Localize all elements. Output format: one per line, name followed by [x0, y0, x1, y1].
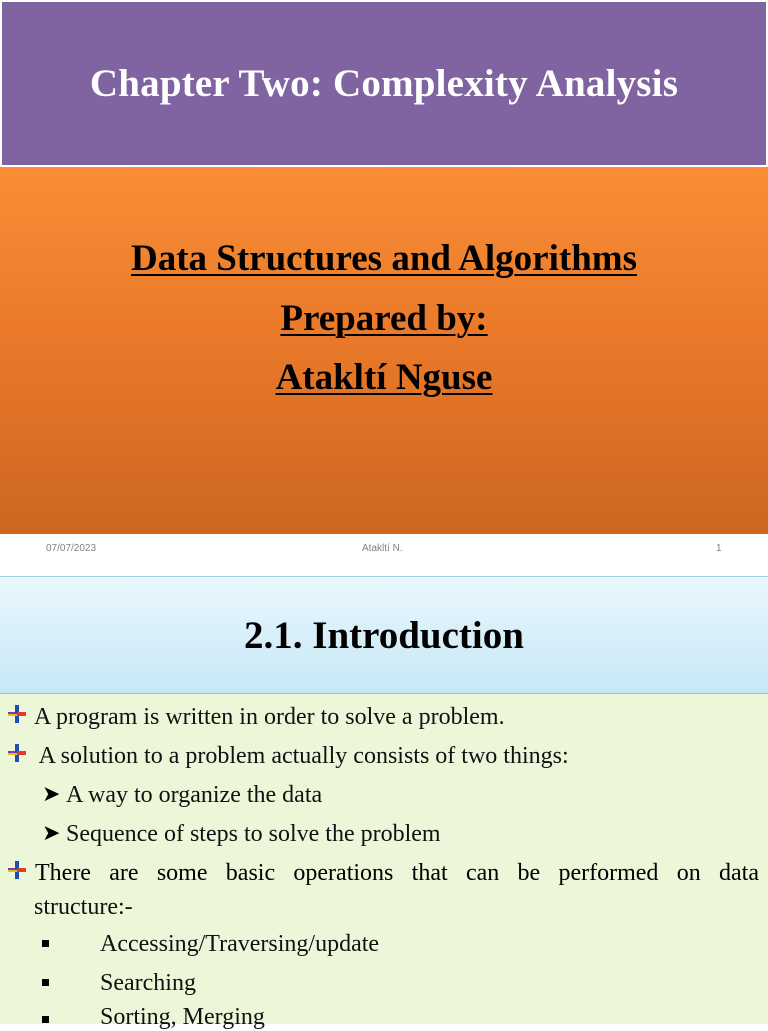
bullet-program-purpose: A program is written in order to solve a problem. [34, 704, 505, 730]
arrow-bullet-icon: ➤ [42, 781, 61, 806]
course-title: Data Structures and Algorithms [130, 238, 638, 279]
prepared-by-label: Prepared by: [280, 298, 488, 339]
heading-band [0, 576, 768, 694]
pin-bullet-icon [6, 703, 28, 725]
footer-page-number: 1 [716, 543, 722, 554]
square-bullet-icon [42, 940, 49, 947]
operation-sorting-merging: Sorting, Merging [100, 1004, 265, 1030]
sub-bullet-organize-data: A way to organize the data [66, 782, 323, 808]
title-band [2, 2, 766, 165]
square-bullet-icon [42, 1016, 49, 1023]
pin-bullet-icon [6, 742, 28, 764]
footer-date: 07/07/2023 [46, 543, 97, 554]
bullet-basic-operations: There are some basic operations that can be performed on data [35, 860, 759, 886]
content-slide [0, 576, 768, 1030]
bullet-solution-parts: A solution to a problem actually consists of two things: [34, 743, 569, 769]
chapter-title: Chapter Two: Complexity Analysis [89, 62, 679, 105]
sub-bullet-steps: Sequence of steps to solve the problem [66, 821, 441, 847]
pin-bullet-icon [6, 859, 28, 881]
author-name: Atakltí Nguse [275, 357, 493, 398]
subtitle-band [0, 167, 768, 534]
operation-searching: Searching [100, 970, 196, 996]
bullet-basic-operations-continued: structure:- [34, 894, 133, 920]
square-bullet-icon [42, 979, 49, 986]
footer-author: Atakltí N. [362, 543, 403, 554]
arrow-bullet-icon: ➤ [42, 820, 61, 845]
slide-heading: 2.1. Introduction [244, 613, 524, 657]
operation-accessing: Accessing/Traversing/update [100, 931, 380, 957]
